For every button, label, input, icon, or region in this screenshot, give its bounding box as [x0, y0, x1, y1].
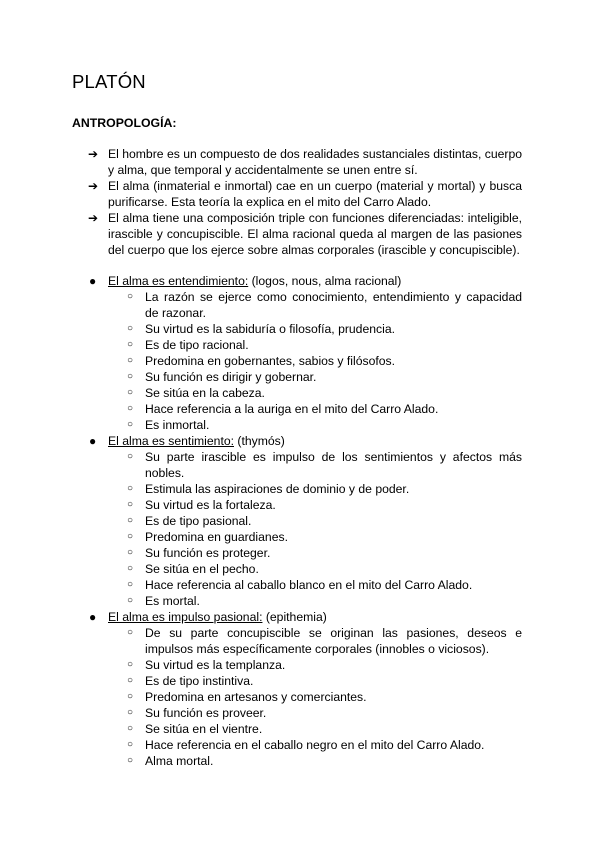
circle-bullet-icon: ○ — [127, 323, 134, 334]
soul-groups — [89, 273, 522, 769]
list-item-text: Se sitúa en el pecho. — [145, 562, 259, 576]
list-item — [127, 705, 522, 721]
circle-bullet-icon: ○ — [127, 547, 134, 558]
circle-bullet-icon: ○ — [127, 563, 134, 574]
soul-group — [89, 433, 522, 609]
list-item — [127, 401, 522, 417]
list-item-text: Hace referencia a la auriga en el mito del Carro Alado. — [145, 402, 439, 416]
list-item — [127, 497, 522, 513]
list-item-text: Es mortal. — [145, 594, 200, 608]
intro-item — [88, 146, 522, 178]
circle-bullet-icon: ○ — [127, 739, 134, 750]
circle-bullet-icon: ○ — [127, 627, 134, 638]
list-item — [127, 625, 522, 657]
intro-item — [88, 210, 522, 258]
circle-bullet-icon: ○ — [127, 499, 134, 510]
section-heading: ANTROPOLOGÍA: — [72, 116, 177, 130]
group-label: El alma es entendimiento: — [108, 274, 249, 288]
arrow-icon: ➔ — [88, 211, 99, 225]
list-item — [127, 657, 522, 673]
soul-group — [89, 273, 522, 433]
list-item — [127, 577, 522, 593]
list-item — [127, 689, 522, 705]
list-item-text: Predomina en artesanos y comerciantes. — [145, 690, 367, 704]
group-items — [108, 625, 522, 769]
list-item-text: Estimula las aspiraciones de dominio y de poder. — [145, 482, 410, 496]
list-item — [127, 737, 522, 753]
list-item — [127, 561, 522, 577]
list-item-text: Su parte irascible es impulso de los sentimientos y afectos más nobles. — [145, 450, 522, 480]
arrow-icon: ➔ — [88, 147, 99, 161]
group-note: (logos, nous, alma racional) — [248, 274, 402, 288]
circle-bullet-icon: ○ — [127, 723, 134, 734]
soul-group — [89, 609, 522, 769]
circle-bullet-icon: ○ — [127, 675, 134, 686]
group-items — [108, 449, 522, 609]
circle-bullet-icon: ○ — [127, 419, 134, 430]
list-item — [127, 481, 522, 497]
circle-bullet-icon: ○ — [127, 707, 134, 718]
bullet-icon: ● — [89, 274, 97, 288]
group-heading — [108, 610, 327, 624]
list-item-text: Es de tipo pasional. — [145, 514, 252, 528]
circle-bullet-icon: ○ — [127, 403, 134, 414]
list-item-text: Predomina en guardianes. — [145, 530, 288, 544]
intro-list — [88, 146, 522, 258]
intro-text: El alma tiene una composición triple con funciones diferenciadas: inteligible, irascible y concupiscible. El alma racional queda al margen de las pasiones del cuerpo que los ejerce sobre almas corporales (irascible y concupiscible). — [108, 211, 522, 257]
group-heading — [108, 274, 401, 288]
arrow-icon: ➔ — [88, 179, 99, 193]
intro-text: El alma (inmaterial e inmortal) cae en un cuerpo (material y mortal) y busca purificarse. Esta teoría la explica en el mito del Carro Alado. — [108, 179, 522, 209]
circle-bullet-icon: ○ — [127, 371, 134, 382]
intro-item — [88, 178, 522, 210]
list-item-text: Su función es proveer. — [145, 706, 267, 720]
list-item — [127, 449, 522, 481]
list-item — [127, 513, 522, 529]
circle-bullet-icon: ○ — [127, 387, 134, 398]
list-item-text: Se sitúa en la cabeza. — [145, 386, 265, 400]
list-item — [127, 369, 522, 385]
list-item-text: De su parte concupiscible se originan las pasiones, deseos e impulsos más específicamente corporales (innobles o viciosos). — [145, 626, 522, 656]
list-item-text: Su virtud es la fortaleza. — [145, 498, 276, 512]
group-heading — [108, 434, 285, 448]
circle-bullet-icon: ○ — [127, 483, 134, 494]
list-item-text: Es de tipo instintiva. — [145, 674, 254, 688]
bullet-icon: ● — [89, 434, 97, 448]
list-item-text: Hace referencia al caballo blanco en el mito del Carro Alado. — [145, 578, 473, 592]
intro-text: El hombre es un compuesto de dos realidades sustanciales distintas, cuerpo y alma, que temporal y accidentalmente se unen entre sí. — [108, 147, 522, 177]
list-item-text: Es de tipo racional. — [145, 338, 249, 352]
circle-bullet-icon: ○ — [127, 579, 134, 590]
list-item — [127, 593, 522, 609]
group-label: El alma es impulso pasional: — [108, 610, 263, 624]
circle-bullet-icon: ○ — [127, 339, 134, 350]
list-item-text: La razón se ejerce como conocimiento, entendimiento y capacidad de razonar. — [145, 290, 522, 320]
page-title: PLATÓN — [72, 71, 146, 92]
circle-bullet-icon: ○ — [127, 515, 134, 526]
list-item — [127, 289, 522, 321]
circle-bullet-icon: ○ — [127, 691, 134, 702]
list-item — [127, 337, 522, 353]
list-item — [127, 417, 522, 433]
group-note: (thymós) — [234, 434, 285, 448]
list-item-text: Hace referencia en el caballo negro en el mito del Carro Alado. — [145, 738, 485, 752]
list-item-text: Predomina en gobernantes, sabios y filósofos. — [145, 354, 395, 368]
list-item-text: Se sitúa en el vientre. — [145, 722, 263, 736]
list-item — [127, 753, 522, 769]
list-item-text: Su virtud es la sabiduría o filosofía, prudencia. — [145, 322, 395, 336]
list-item — [127, 529, 522, 545]
list-item — [127, 721, 522, 737]
circle-bullet-icon: ○ — [127, 659, 134, 670]
bullet-icon: ● — [89, 610, 97, 624]
group-label: El alma es sentimiento: — [108, 434, 234, 448]
circle-bullet-icon: ○ — [127, 451, 134, 462]
circle-bullet-icon: ○ — [127, 595, 134, 606]
list-item — [127, 353, 522, 369]
list-item-text: Su función es dirigir y gobernar. — [145, 370, 317, 384]
list-item — [127, 385, 522, 401]
list-item — [127, 673, 522, 689]
list-item-text: Alma mortal. — [145, 754, 214, 768]
circle-bullet-icon: ○ — [127, 355, 134, 366]
group-note: (epithemia) — [262, 610, 327, 624]
circle-bullet-icon: ○ — [127, 291, 134, 302]
list-item — [127, 545, 522, 561]
circle-bullet-icon: ○ — [127, 531, 134, 542]
circle-bullet-icon: ○ — [127, 755, 134, 766]
group-items — [108, 289, 522, 433]
list-item-text: Su función es proteger. — [145, 546, 271, 560]
list-item-text: Es inmortal. — [145, 418, 210, 432]
list-item-text: Su virtud es la templanza. — [145, 658, 286, 672]
list-item — [127, 321, 522, 337]
